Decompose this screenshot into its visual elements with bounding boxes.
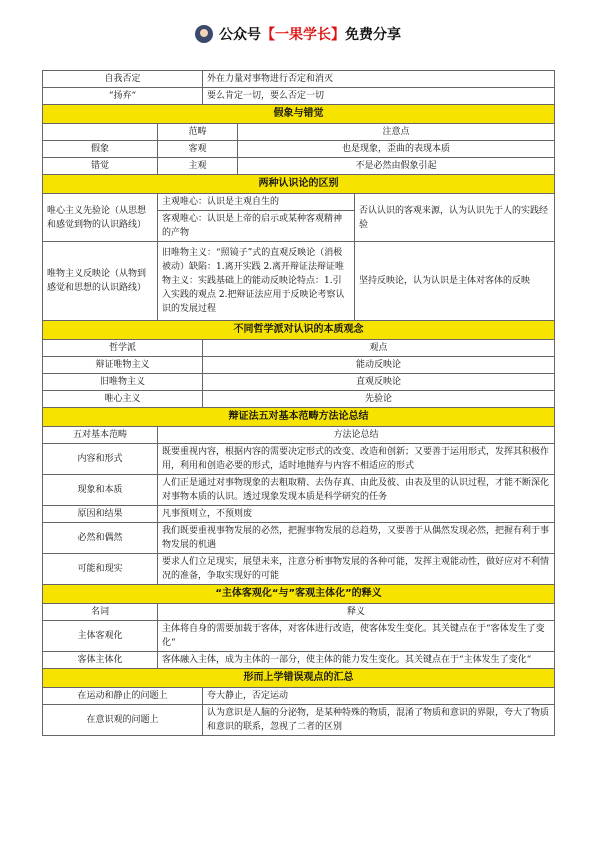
theory-detail-cell: 主观唯心：认识是主观自生的 xyxy=(158,194,355,211)
avatar-icon xyxy=(195,25,213,43)
category-cell: 必然和偶然 xyxy=(43,523,158,554)
table-header-row xyxy=(43,604,555,621)
term-cell: 假象 xyxy=(43,141,158,158)
table-row xyxy=(43,71,555,88)
header-cell: 方法论总结 xyxy=(158,427,555,444)
table-row xyxy=(43,242,555,321)
issue-cell: 在运动和静止的问题上 xyxy=(43,688,203,705)
category-cell: 原因和结果 xyxy=(43,506,158,523)
issue-cell: 在意识观的问题上 xyxy=(43,705,203,736)
table-row xyxy=(43,705,555,736)
table-row xyxy=(43,194,555,211)
table-row xyxy=(43,506,555,523)
category-cell: 客观 xyxy=(158,141,238,158)
desc-cell: 外在力量对事物进行否定和消灭 xyxy=(203,71,555,88)
section-title-subject-object: “主体客观化“与”客观主体化”的释义 xyxy=(43,585,555,604)
header-cell: 注意点 xyxy=(238,124,555,141)
section-title-illusion: 假象与错觉 xyxy=(43,105,555,124)
header-prefix: 公众号 xyxy=(219,27,261,43)
table-row xyxy=(43,374,555,391)
term-cell: 客体主体化 xyxy=(43,652,158,669)
table-header-row xyxy=(43,427,555,444)
category-cell: 现象和本质 xyxy=(43,475,158,506)
theory-note-cell: 坚持反映论，认为认识是主体对客体的反映 xyxy=(355,242,555,321)
header-cell: 五对基本范畴 xyxy=(43,427,158,444)
table-row xyxy=(43,391,555,408)
view-cell: 先验论 xyxy=(203,391,555,408)
term-cell: “扬弃“ xyxy=(43,88,203,105)
section-header xyxy=(43,408,555,427)
section-title-metaphysics: 形而上学错误观点的汇总 xyxy=(43,669,555,688)
note-cell: 不是必然由假象引起 xyxy=(238,158,555,175)
view-cell: 直观反映论 xyxy=(203,374,555,391)
term-cell: 错觉 xyxy=(43,158,158,175)
table-row xyxy=(43,444,555,475)
section-header xyxy=(43,321,555,340)
theory-name-cell: 唯物主义反映论（从物到感觉和思想的认识路线） xyxy=(43,242,158,321)
method-cell: 人们正是通过对事物现象的去粗取精、去伪存真、由此及彼、由表及里的认识过程，才能不断深化对事物本质的认识。透过现象发现本质是科学研究的任务 xyxy=(158,475,555,506)
table-row xyxy=(43,688,555,705)
method-cell: 既要重视内容，根据内容的需要决定形式的改变、改造和创新；又要善于运用形式，发挥其积极作用，利用和创造必要的形式，适时地抛弃与内容不相适应的形式 xyxy=(158,444,555,475)
section-header xyxy=(43,669,555,688)
school-cell: 旧唯物主义 xyxy=(43,374,203,391)
method-cell: 要求人们立足现实，展望未来，注意分析事物发展的各种可能，发挥主观能动性，做好应对不利情况的准备，争取实现好的可能 xyxy=(158,554,555,585)
header-brand: 【一果学长】 xyxy=(261,27,345,43)
header-cell: 释义 xyxy=(158,604,555,621)
table-row xyxy=(43,141,555,158)
section-title-categories: 辩证法五对基本范畴方法论总结 xyxy=(43,408,555,427)
table-row xyxy=(43,357,555,374)
definition-cell: 客体融入主体，成为主体的一部分，使主体的能力发生变化。其关键点在于“主体发生了变化“ xyxy=(158,652,555,669)
header-cell: 名词 xyxy=(43,604,158,621)
error-cell: 夸大静止，否定运动 xyxy=(203,688,555,705)
table-row xyxy=(43,158,555,175)
table-row xyxy=(43,475,555,506)
table-row xyxy=(43,554,555,585)
error-cell: 认为意识是人脑的分泌物，是某种特殊的物质，混淆了物质和意识的界限，夸大了物质和意识的联系，忽视了二者的区别 xyxy=(203,705,555,736)
page-header xyxy=(0,20,596,48)
note-cell: 也是现象，歪曲的表现本质 xyxy=(238,141,555,158)
table-header-row xyxy=(43,124,555,141)
theory-note-cell: 否认认识的客观来源，认为认识先于人的实践经验 xyxy=(355,194,555,242)
theory-name-cell: 唯心主义先验论（从思想和感觉到物的认识路线） xyxy=(43,194,158,242)
category-cell: 内容和形式 xyxy=(43,444,158,475)
philosophy-notes-table xyxy=(42,70,555,736)
table-row xyxy=(43,621,555,652)
category-cell: 主观 xyxy=(158,158,238,175)
definition-cell: 主体将自身的需要加载于客体，对客体进行改造，使客体发生变化。其关键点在于“客体发生了变化“ xyxy=(158,621,555,652)
table-row xyxy=(43,523,555,554)
header-cell xyxy=(43,124,158,141)
header-cell: 观点 xyxy=(203,340,555,357)
section-header xyxy=(43,585,555,604)
table-row xyxy=(43,652,555,669)
table-row xyxy=(43,88,555,105)
theory-detail-cell: 客观唯心：认识是上帝的启示或某种客观精神的产物 xyxy=(158,211,355,242)
theory-detail-cell: 旧唯物主义：“照镜子”式的直观反映论（消极被动）缺陷：1.离开实践 2.离开辩证法辩证唯物主义：实践基础上的能动反映论特点：1.引入实践的观点 2.把辩证法应用于反映论考察认识的发展过程 xyxy=(158,242,355,321)
desc-cell: 要么肯定一切，要么否定一切 xyxy=(203,88,555,105)
method-cell: 凡事预则立，不预则废 xyxy=(158,506,555,523)
term-cell: 自我否定 xyxy=(43,71,203,88)
section-header xyxy=(43,175,555,194)
category-cell: 可能和现实 xyxy=(43,554,158,585)
method-cell: 我们既要重视事物发展的必然，把握事物发展的总趋势，又要善于从偶然发现必然，把握有利于事物发展的机遇 xyxy=(158,523,555,554)
view-cell: 能动反映论 xyxy=(203,357,555,374)
section-title-epistemology: 两种认识论的区别 xyxy=(43,175,555,194)
school-cell: 辩证唯物主义 xyxy=(43,357,203,374)
header-cell: 哲学派 xyxy=(43,340,203,357)
header-cell: 范畴 xyxy=(158,124,238,141)
section-header xyxy=(43,105,555,124)
section-title-schools: 不同哲学派对认识的本质观念 xyxy=(43,321,555,340)
table-header-row xyxy=(43,340,555,357)
term-cell: 主体客观化 xyxy=(43,621,158,652)
header-suffix: 免费分享 xyxy=(345,27,401,43)
school-cell: 唯心主义 xyxy=(43,391,203,408)
